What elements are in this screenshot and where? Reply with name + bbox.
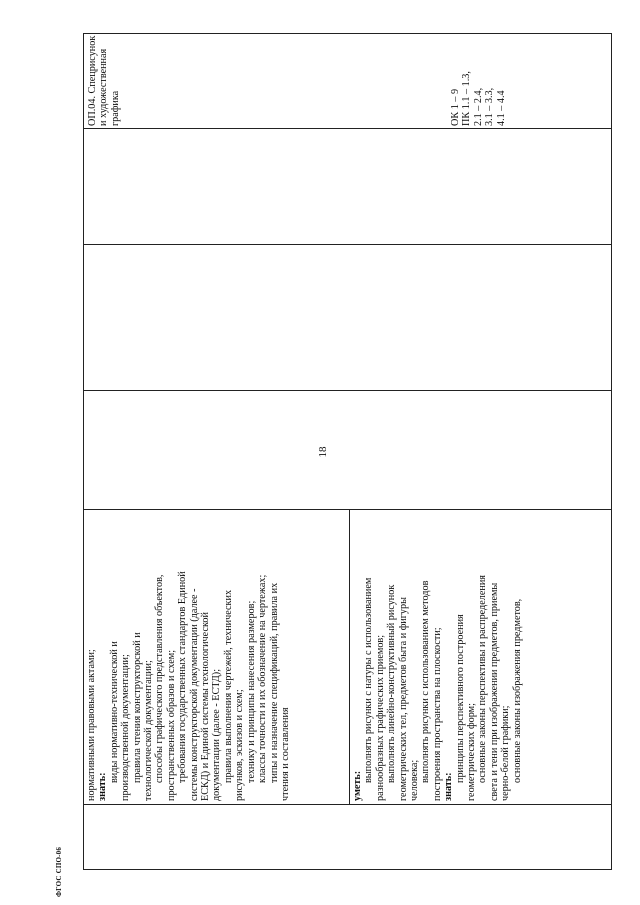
- competency-line: 4.1 – 4.4: [495, 90, 507, 126]
- competency-line: 3.1 – 3.3,: [484, 87, 496, 126]
- text-line: типы и назначение спецификаций, правила их: [268, 582, 280, 783]
- text-line: уметь:: [352, 770, 363, 801]
- text-line: пространственных образов и схем;: [165, 649, 177, 801]
- text-line: производственной документации;: [120, 654, 132, 801]
- text-line: технику и принципы нанесения размеров;: [245, 600, 257, 783]
- page-number: 18: [317, 446, 329, 458]
- text-line: основные законы перспективы и распределения: [477, 575, 489, 783]
- text-line: рисунков, эскизов и схем;: [234, 689, 246, 801]
- text-line: знать:: [443, 772, 455, 801]
- column-divider: [84, 509, 611, 510]
- cell-skills-bottom: [352, 513, 523, 801]
- column-divider: [84, 390, 611, 391]
- subject-name: ОП.04. Спецрисунок и художественная графика: [87, 35, 121, 126]
- cell-knowledge-top: [86, 513, 291, 801]
- text-line: геометрических форм;: [466, 703, 478, 801]
- footer-label: ФГОС СПО-06: [55, 846, 63, 898]
- text-line: построения пространства на плоскости;: [431, 627, 443, 801]
- text-line: нормативными правовыми актами;: [86, 649, 97, 801]
- competency-line: ПК 1.1 – 1.3,: [461, 71, 473, 126]
- text-line: ЕСКД) и Единой системы технологической: [200, 612, 212, 801]
- text-line: классы точности и их обозначение на чертежах;: [257, 574, 269, 783]
- text-line: черно-белой графики;: [500, 705, 512, 801]
- text-line: виды нормативно-технической и: [108, 641, 120, 783]
- text-line: технологической документации;: [143, 660, 155, 801]
- text-line: человека;: [409, 759, 421, 801]
- text-line: выполнять рисунки с использованием методов: [420, 580, 432, 783]
- cell-competencies: [450, 31, 507, 129]
- text-line: способы графического представления объектов,: [154, 574, 166, 783]
- text-line: выполнять рисунки с натуры с использованием: [363, 577, 375, 783]
- curriculum-table: [83, 33, 612, 870]
- column-divider: [84, 128, 611, 129]
- text-line: документации (далее - ЕСТД);: [211, 668, 223, 801]
- competency-line: 2.1 – 2.4,: [472, 87, 484, 126]
- text-line: света и тени при изображении предметов, приемы: [488, 582, 500, 801]
- text-line: правила выполнения чертежей, технических: [222, 589, 234, 783]
- text-line: основные законы изображения предметов,: [511, 598, 523, 783]
- text-line: разнообразных графических приемов;: [374, 634, 386, 801]
- cell-subject-name: [87, 31, 121, 129]
- text-line: системы конструкторской документации (далее -: [188, 588, 200, 801]
- text-line: чтения и составления: [279, 707, 291, 801]
- row-divider: [349, 510, 350, 805]
- text-line: правила чтения конструкторской и: [131, 632, 143, 783]
- column-divider: [84, 804, 611, 805]
- column-divider: [84, 244, 611, 245]
- text-line: знать:: [97, 772, 109, 801]
- text-line: выполнять линейно-конструктивный рисунок: [386, 584, 398, 783]
- text-line: требования государственных стандартов Единой: [177, 571, 189, 783]
- competency-line: ОК 1 – 9: [450, 88, 461, 126]
- text-line: геометрических тел, предметов быта и фигуры: [397, 597, 409, 801]
- text-line: принципы перспективного построения: [454, 614, 466, 783]
